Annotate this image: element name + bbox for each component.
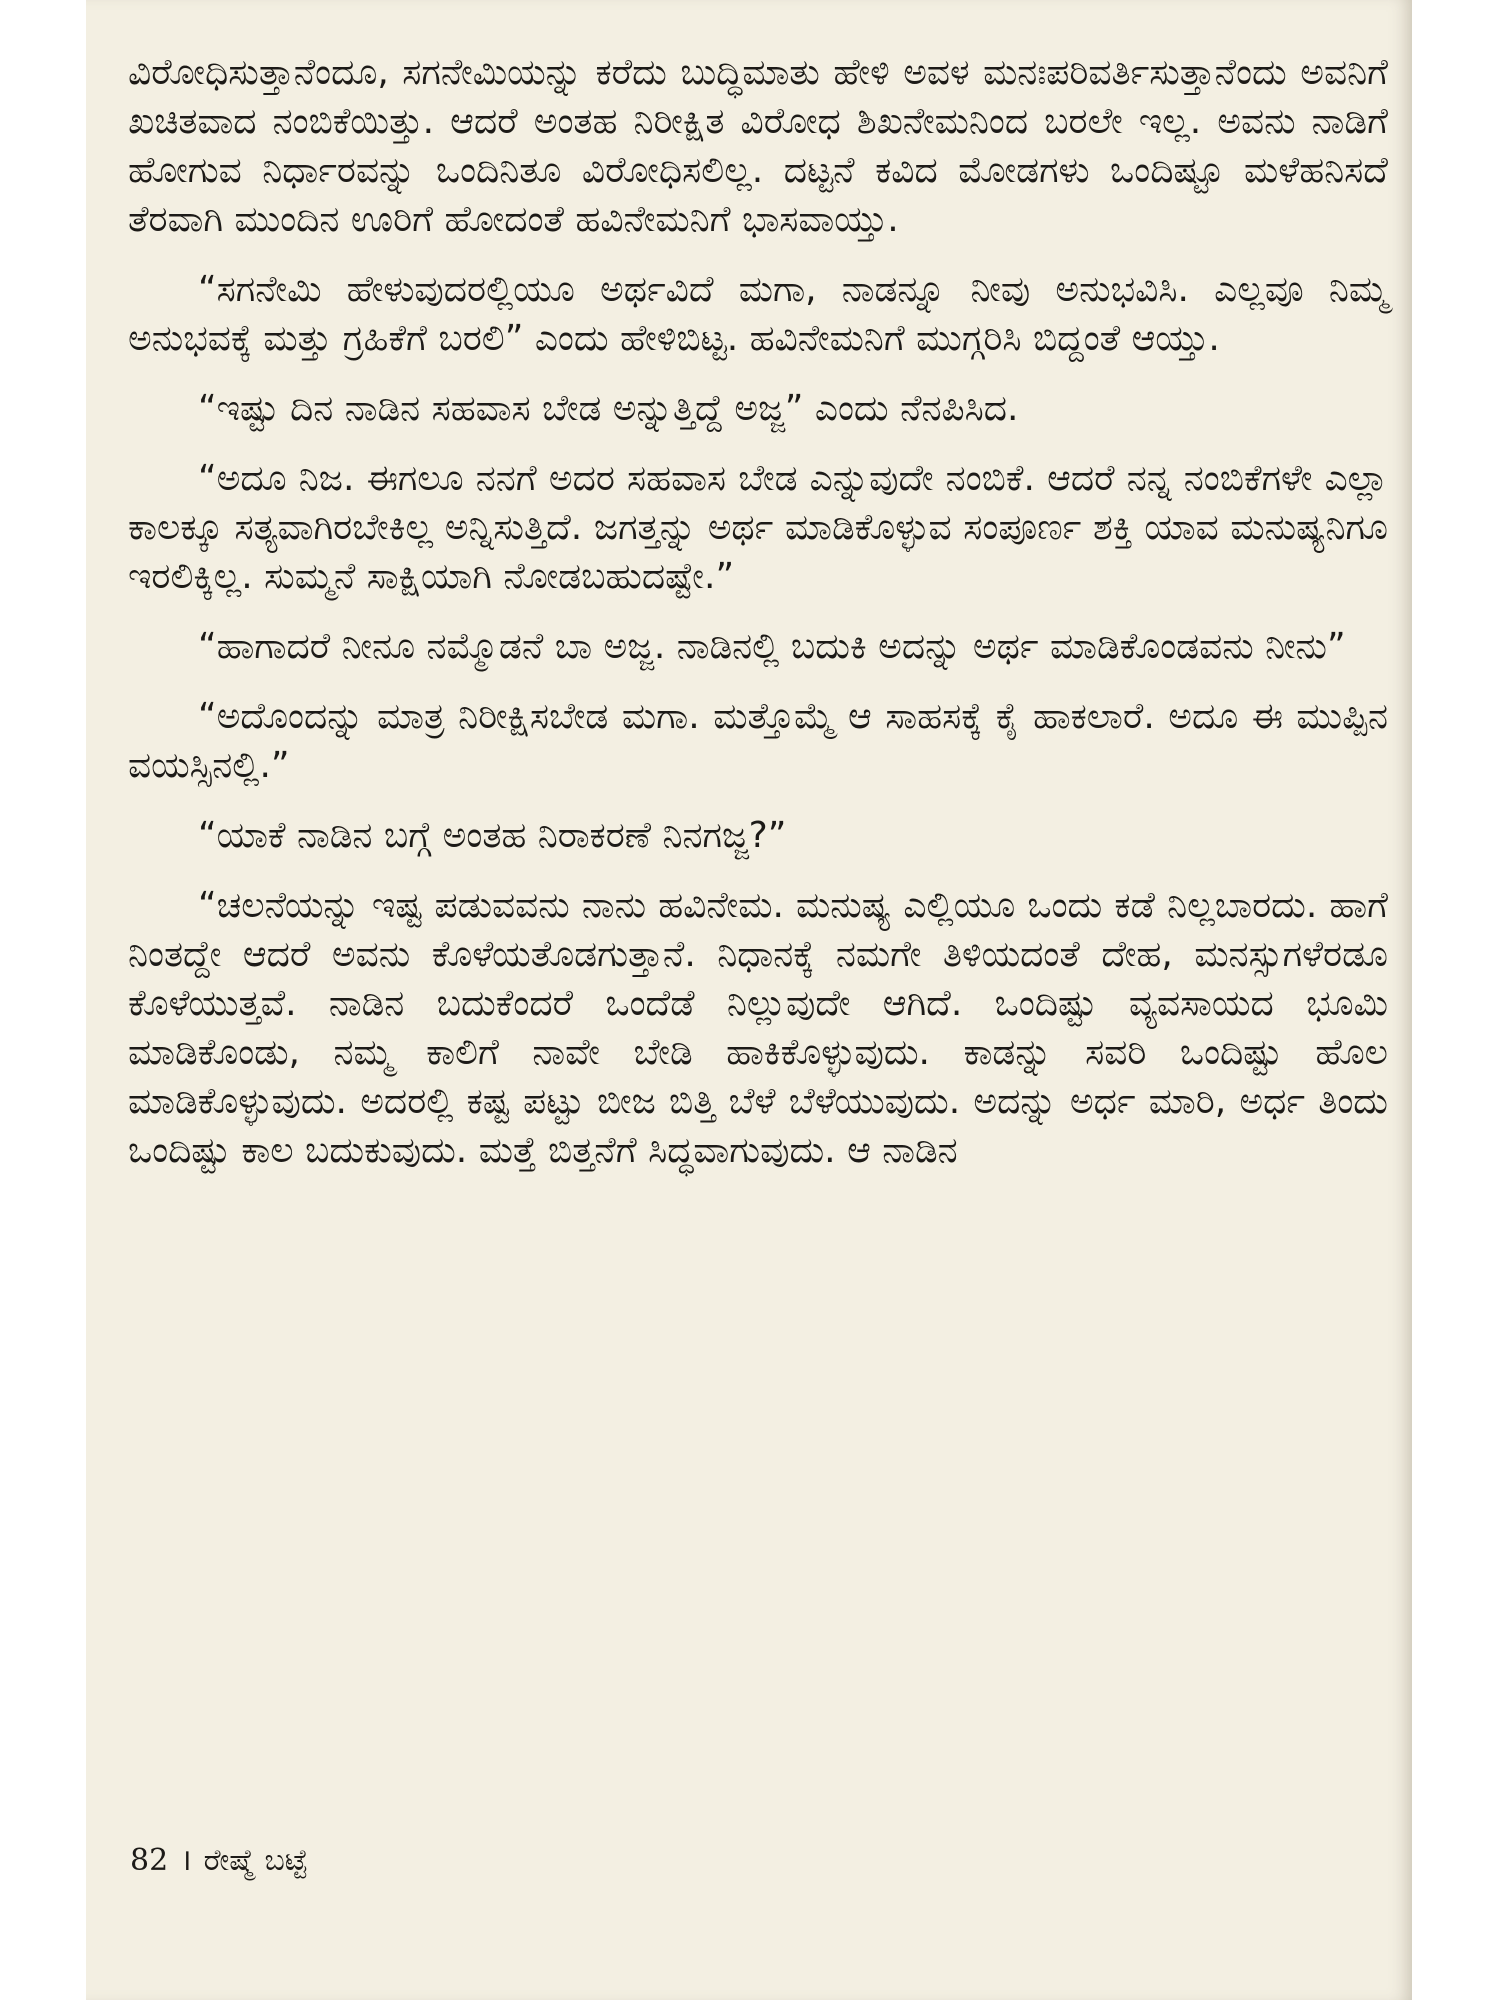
book-title: ರೇಷ್ಮೆ ಬಟ್ಟೆ	[203, 1843, 308, 1878]
paragraph: “ಇಷ್ಟು ದಿನ ನಾಡಿನ ಸಹವಾಸ ಬೇಡ ಅನ್ನುತ್ತಿದ್ದೆ ಅಜ್ಜ” ಎಂದು ನೆನಪಿಸಿದ.	[198, 388, 1019, 429]
body-text	[128, 48, 1388, 1196]
paragraph: “ಚಲನೆಯನ್ನು ಇಷ್ಟ ಪಡುವವನು ನಾನು ಹವಿನೇಮ. ಮನುಷ್ಯ ಎಲ್ಲಿಯೂ ಒಂದು ಕಡೆ ನಿಲ್ಲಬಾರದು. ಹಾಗೆ ನಿಂತದ್ದೇ ಆದರೆ ಅವನು ಕೊಳೆಯತೊಡಗುತ್ತಾನೆ. ನಿಧಾನಕ್ಕೆ ನಮಗೇ ತಿಳಿಯದಂತೆ ದೇಹ, ಮನಸ್ಸುಗಳೆರಡೂ ಕೊಳೆಯುತ್ತವೆ. ನಾಡಿನ ಬದುಕೆಂದರೆ ಒಂದೆಡೆ ನಿಲ್ಲುವುದೇ ಆಗಿದೆ. ಒಂದಿಷ್ಟು ವ್ಯವಸಾಯದ ಭೂಮಿ ಮಾಡಿಕೊಂಡು, ನಮ್ಮ ಕಾಲಿಗೆ ನಾವೇ ಬೇಡಿ ಹಾಕಿಕೊಳ್ಳುವುದು. ಕಾಡನ್ನು ಸವರಿ ಒಂದಿಷ್ಟು ಹೊಲ ಮಾಡಿಕೊಳ್ಳುವುದು. ಅದರಲ್ಲಿ ಕಷ್ಟ ಪಟ್ಟು ಬೀಜ ಬಿತ್ತಿ ಬೆಳೆ ಬೆಳೆಯುವುದು. ಅದನ್ನು ಅರ್ಧ ಮಾರಿ, ಅರ್ಧ ತಿಂದು ಒಂದಿಷ್ಟು ಕಾಲ ಬದುಕುವುದು. ಮತ್ತೆ ಬಿತ್ತನೆಗೆ ಸಿದ್ಧವಾಗುವುದು. ಆ ನಾಡಿನ	[128, 885, 1388, 1171]
footer-separator: ।	[180, 1843, 192, 1878]
paragraph: “ಸಗನೇಮಿ ಹೇಳುವುದರಲ್ಲಿಯೂ ಅರ್ಥವಿದೆ ಮಗಾ, ನಾಡನ್ನೂ ನೀವು ಅನುಭವಿಸಿ. ಎಲ್ಲವೂ ನಿಮ್ಮ ಅನುಭವಕ್ಕೆ ಮತ್ತು ಗ್ರಹಿಕೆಗೆ ಬರಲಿ” ಎಂದು ಹೇಳಿಬಿಟ್ಟ. ಹವಿನೇಮನಿಗೆ ಮುಗ್ಗರಿಸಿ ಬಿದ್ದಂತೆ ಆಯ್ತು.	[128, 269, 1388, 359]
page-margin	[1412, 0, 1500, 2000]
page-number: 82	[130, 1843, 169, 1878]
paragraph: “ಹಾಗಾದರೆ ನೀನೂ ನಮ್ಮೊಡನೆ ಬಾ ಅಜ್ಜ. ನಾಡಿನಲ್ಲಿ ಬದುಕಿ ಅದನ್ನು ಅರ್ಥ ಮಾಡಿಕೊಂಡವನು ನೀನು”	[198, 626, 1346, 667]
paragraph: “ಅದೊಂದನ್ನು ಮಾತ್ರ ನಿರೀಕ್ಷಿಸಬೇಡ ಮಗಾ. ಮತ್ತೊಮ್ಮೆ ಆ ಸಾಹಸಕ್ಕೆ ಕೈ ಹಾಕಲಾರೆ. ಅದೂ ಈ ಮುಪ್ಪಿನ ವಯಸ್ಸಿನಲ್ಲಿ.”	[128, 696, 1388, 786]
page-footer	[130, 1838, 308, 1879]
paragraph: “ಅದೂ ನಿಜ. ಈಗಲೂ ನನಗೆ ಅದರ ಸಹವಾಸ ಬೇಡ ಎನ್ನುವುದೇ ನಂಬಿಕೆ. ಆದರೆ ನನ್ನ ನಂಬಿಕೆಗಳೇ ಎಲ್ಲಾ ಕಾಲಕ್ಕೂ ಸತ್ಯವಾಗಿರಬೇಕಿಲ್ಲ ಅನ್ನಿಸುತ್ತಿದೆ. ಜಗತ್ತನ್ನು ಅರ್ಥ ಮಾಡಿಕೊಳ್ಳುವ ಸಂಪೂರ್ಣ ಶಕ್ತಿ ಯಾವ ಮನುಷ್ಯನಿಗೂ ಇರಲಿಕ್ಕಿಲ್ಲ. ಸುಮ್ಮನೆ ಸಾಕ್ಷಿಯಾಗಿ ನೋಡಬಹುದಷ್ಟೇ.”	[128, 458, 1388, 597]
paragraph: ವಿರೋಧಿಸುತ್ತಾನೆಂದೂ, ಸಗನೇಮಿಯನ್ನು ಕರೆದು ಬುದ್ಧಿಮಾತು ಹೇಳಿ ಅವಳ ಮನಃಪರಿವರ್ತಿಸುತ್ತಾನೆಂದು ಅವನಿಗೆ ಖಚಿತವಾದ ನಂಬಿಕೆಯಿತ್ತು. ಆದರೆ ಅಂತಹ ನಿರೀಕ್ಷಿತ ವಿರೋಧ ಶಿಖನೇಮನಿಂದ ಬರಲೇ ಇಲ್ಲ. ಅವನು ನಾಡಿಗೆ ಹೋಗುವ ನಿರ್ಧಾರವನ್ನು ಒಂದಿನಿತೂ ವಿರೋಧಿಸಲಿಲ್ಲ. ದಟ್ಟನೆ ಕವಿದ ಮೋಡಗಳು ಒಂದಿಷ್ಟೂ ಮಳೆಹನಿಸದೆ ತೆರವಾಗಿ ಮುಂದಿನ ಊರಿಗೆ ಹೋದಂತೆ ಹವಿನೇಮನಿಗೆ ಭಾಸವಾಯ್ತು.	[128, 52, 1388, 240]
paragraph: “ಯಾಕೆ ನಾಡಿನ ಬಗ್ಗೆ ಅಂತಹ ನಿರಾಕರಣೆ ನಿನಗಜ್ಜ?”	[198, 815, 787, 856]
